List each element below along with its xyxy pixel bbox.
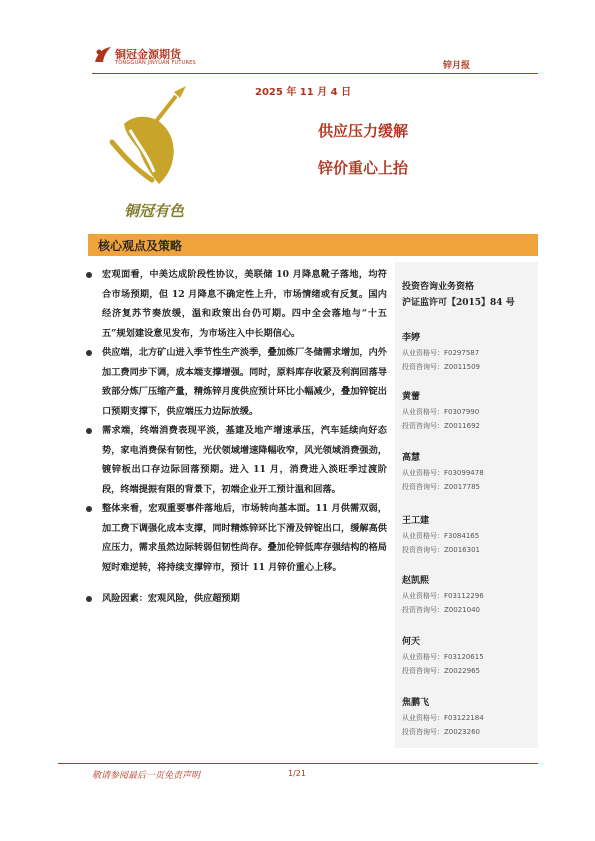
analyst-name: 何天 xyxy=(402,637,421,647)
bullet-icon xyxy=(86,506,92,512)
key-point-macro: 宏观面看，中美达成阶段性协议，美联储 10 月降息靴子落地，均符合市场预期，但 12 月降息不确定性上升，市场情绪或有反复。国内经济复苏节奏放缓，温和政策出台仍可期。四中全会落地与“十五五”规划建设意见发布，为市场注入中长期信心。 xyxy=(82,265,387,343)
key-points-list xyxy=(82,265,387,609)
key-point-demand: 需求端，终端消费表现平淡，基建及地产增速承压，汽车延续向好态势，家电消费保有韧性，光伏领域增速降幅收窄，风光领域消费强劲，镀锌板出口存边际回落预期。进入 11 月，消费进入淡旺季过渡阶段，终端提振有限的背景下，初端企业开工预计温和回落。 xyxy=(82,421,387,499)
company-logo-icon xyxy=(92,44,114,66)
analyst-license: 从业资格号：F3084165 xyxy=(402,532,480,540)
analyst-card xyxy=(402,634,484,678)
report-date: 2025 年 11 月 4 日 xyxy=(255,87,352,98)
emblem-caption: 铜冠有色 xyxy=(123,202,185,220)
analyst-consult-no: 投资咨询号：Z0011692 xyxy=(402,422,480,430)
analyst-license: 从业资格号：F0307990 xyxy=(402,408,480,416)
analyst-license: 从业资格号：F03099478 xyxy=(402,469,484,477)
analyst-name: 赵凯熙 xyxy=(402,576,430,586)
section-title: 核心观点及策略 xyxy=(98,239,183,253)
qualification-heading: 投资咨询业务资格 xyxy=(402,282,475,292)
analyst-name: 黄蕾 xyxy=(402,392,421,402)
key-point-supply: 供应端，北方矿山进入季节性生产淡季，叠加炼厂冬储需求增加，内外加工费同步下调，成本端支撑增强。同时，原料库存收紧及利润回落导致部分炼厂压缩产量，精炼锌月度供应预计环比小幅减少，叠加锌锭出口预期支撑下，供应端压力边际放缓。 xyxy=(82,343,387,421)
key-point-risk: 风险因素：宏观风险，供应超预期 xyxy=(82,589,387,609)
analyst-sidebar xyxy=(395,262,538,748)
analyst-card xyxy=(402,513,480,557)
analyst-license: 从业资格号：F03112296 xyxy=(402,592,484,600)
analyst-license: 从业资格号：F03122184 xyxy=(402,714,484,722)
analyst-name: 焦鹏飞 xyxy=(402,698,430,708)
report-title-line1: 供应压力缓解 xyxy=(318,122,409,140)
bullet-icon xyxy=(86,272,92,278)
analyst-license: 从业资格号：F03120615 xyxy=(402,653,484,661)
analyst-name: 高慧 xyxy=(402,453,421,463)
analyst-license: 从业资格号：F0297587 xyxy=(402,349,480,357)
license-number: 沪证监许可【2015】84 号 xyxy=(402,298,515,308)
company-name-cn: 铜冠金源期货 xyxy=(115,48,181,61)
disclaimer-link[interactable]: 敬请参阅最后一页免责声明 xyxy=(92,771,201,781)
bullet-icon xyxy=(86,596,92,602)
analyst-consult-no: 投资咨询号：Z0023260 xyxy=(402,728,480,736)
report-type-label: 锌月报 xyxy=(443,61,471,71)
bullet-icon xyxy=(86,428,92,434)
bullet-icon xyxy=(86,350,92,356)
analyst-name: 王工建 xyxy=(402,516,430,526)
key-point-summary: 整体来看，宏观重要事件落地后，市场转向基本面。11 月供需双弱，加工费下调强化成本支撑，同时精炼锌环比下滑及锌锭出口，缓解高供应压力，需求虽然边际转弱但韧性尚存。叠加伦锌低库存强结构的格局短时难逆转，将持续支撑锌市，预计 11 月锌价重心上移。 xyxy=(82,499,387,577)
analyst-card xyxy=(402,695,484,739)
analyst-consult-no: 投资咨询号：Z0016301 xyxy=(402,546,480,554)
page-number: 1/21 xyxy=(288,769,306,778)
analyst-card xyxy=(402,573,484,617)
brand-emblem-icon xyxy=(104,84,204,224)
analyst-consult-no: 投资咨询号：Z0021040 xyxy=(402,606,480,614)
report-title-line2: 锌价重心上抬 xyxy=(318,159,409,177)
analyst-consult-no: 投资咨询号：Z0011509 xyxy=(402,363,480,371)
company-name-en: TONGGUAN JINYUAN FUTURES xyxy=(115,60,196,66)
analyst-consult-no: 投资咨询号：Z0017785 xyxy=(402,483,480,491)
analyst-card xyxy=(402,330,480,374)
analyst-card xyxy=(402,389,480,433)
analyst-name: 李婷 xyxy=(402,333,421,343)
header-divider xyxy=(92,73,538,74)
analyst-card xyxy=(402,450,484,494)
analyst-consult-no: 投资咨询号：Z0022965 xyxy=(402,667,480,675)
footer-divider xyxy=(58,763,538,764)
